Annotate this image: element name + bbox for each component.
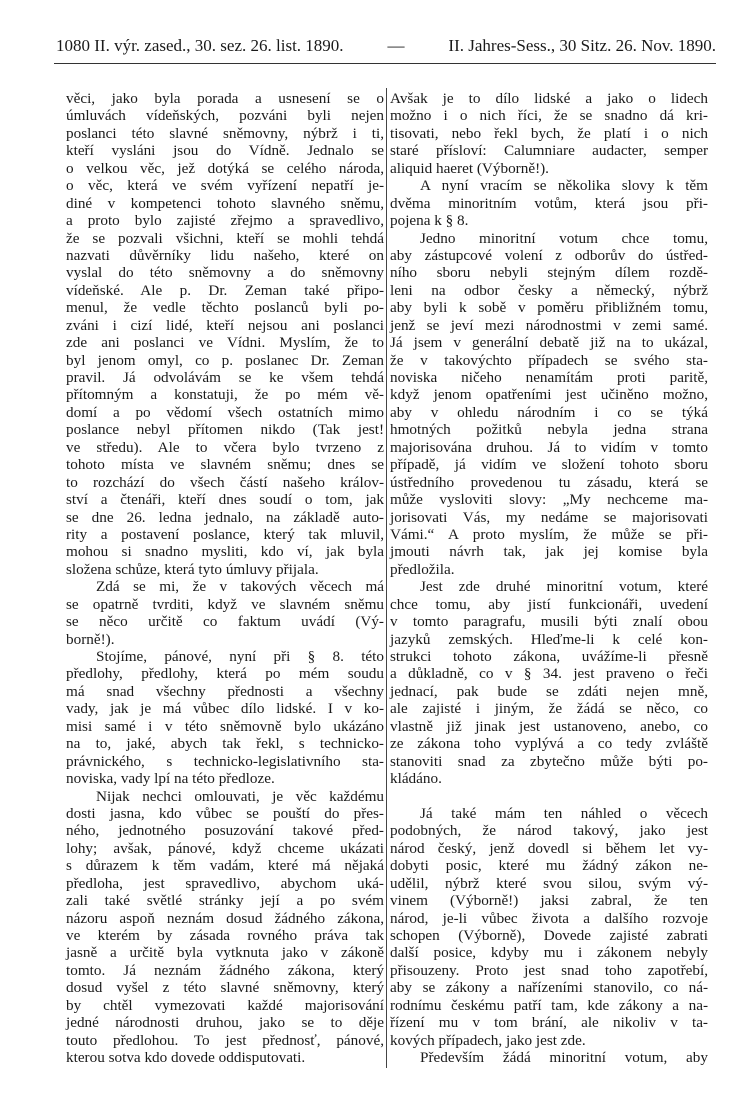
text-line: a důkladně, co v § 34. jest praveno o řeči: [390, 665, 708, 683]
text-line: lohy; avšak, pánové, když chceme ukázati: [66, 839, 384, 857]
text-line: Především žádá minoritní votum, aby: [420, 1049, 708, 1067]
text-line: možno i o nich říci, že se snadno dá kri-: [390, 107, 708, 125]
text-line: kládáno.: [390, 770, 442, 788]
header-rule: [54, 63, 716, 64]
text-line: úmluvách vídeňských, pozváni byli nejen: [66, 107, 384, 125]
text-line: byl jenom omyl, co p. poslanec Dr. Zeman: [66, 351, 384, 369]
text-line: schopen (Výborně), Dovede zajisté zabrati: [390, 927, 708, 944]
text-line: národ, je-li vůbec života a dalšího rozvoje: [390, 909, 708, 927]
text-line: ního sboru nebyli stejným dílem rozdě-: [390, 264, 708, 282]
text-line: podobných, že národ takový, jako jest: [390, 822, 708, 840]
paragraph: [390, 230, 708, 579]
text-line: zde ani poslanci ve Vídni. Myslím, že to: [66, 334, 384, 352]
text-line: misi samé i v této sněmovně bylo ukázáno: [66, 717, 384, 735]
text-line: A nyní vracím se několika slovy k těm: [420, 177, 708, 195]
text-line: případě, já vidím ve složení tohoto sboru: [390, 456, 708, 474]
text-line: Jedno minoritní votum chce tomu,: [420, 229, 708, 247]
text-line: touto předlohou. To jest přednosť, pánové,: [66, 1031, 384, 1049]
column-divider: [386, 88, 387, 1068]
text-line: že v takovýchto případech se svého sta-: [390, 351, 708, 369]
paragraph: [66, 578, 384, 648]
text-line: ústředního provedenou tu zásadu, která se: [390, 473, 708, 491]
text-line: pojena k § 8.: [390, 212, 469, 230]
paragraph: [66, 90, 384, 578]
text-line: ství a čtenáři, kteří dnes soudí o tom, jak: [66, 491, 384, 509]
text-line: dosud vyšel z této slavné sněmovny, který: [66, 979, 384, 997]
right-column: [390, 90, 708, 1067]
text-line: hmotných požitků nebyla jedna strana: [390, 421, 708, 439]
text-line: staré přísloví: Calumniare audacter, semper: [390, 142, 708, 160]
text-line: o velkou věc, jež dotýká se celého národa,: [66, 159, 384, 177]
text-line: Avšak je to dílo lidské a jako o lidech: [390, 90, 708, 107]
text-line: ného, jednotného posuzování takové před-: [66, 822, 384, 840]
text-line: a proto bylo zajisté zřejmo a spravedlivo,: [66, 212, 384, 230]
text-line: noviska ničeho nenamítám proti paritě,: [390, 369, 708, 386]
text-line: předložila.: [390, 560, 455, 578]
text-line: borně!).: [66, 630, 115, 648]
text-line: vídeňské. Ale p. Dr. Zeman také připo-: [66, 281, 384, 299]
text-line: věci, jako byla porada a usnesení se o: [66, 90, 384, 107]
text-line: stanoviti snad za zbytečno může býti po-: [390, 752, 708, 770]
text-line: řízení mu v tom brání, ale nikoliv v ta-: [390, 1014, 708, 1032]
text-line: by chtěl vymezovati každé majorisování: [66, 996, 384, 1014]
text-line: jmouti návrh tak, jak jej komise byla: [390, 543, 708, 561]
text-line: aby zástupcové volení z odborův do ústřed-: [390, 246, 708, 264]
text-line: pravil. Já odvolávám se ke všem tehdá: [66, 369, 384, 386]
text-line: strukci tohoto zákona, uvážíme-li přesně: [390, 648, 708, 665]
text-line: vinem (Výborně!) jaksi zabral, že ten: [390, 892, 708, 910]
text-line: národ český, jenž dovedl si během let vy-: [390, 839, 708, 857]
text-line: poslanci této slavné sněmovny, nýbrž i ti,: [66, 124, 384, 142]
text-line: zali také světlé stránky její a po svém: [66, 892, 384, 910]
paragraph: [390, 805, 708, 1049]
paragraph: [390, 1049, 708, 1066]
text-line: dosti jasna, kdo vůbec se pouští do přes-: [66, 804, 384, 822]
text-line: vlastně již jinak jest ustanoveno, anebo, co: [390, 717, 708, 735]
text-line: udělil, nýbrž které svou silou, svým vý-: [390, 874, 708, 892]
left-column: [66, 90, 384, 1067]
text-line: nazvati důvěrníky lidu našeho, které on: [66, 246, 384, 264]
text-line: názoru aspoň neznám dosud žádného zákona,: [66, 909, 384, 927]
text-line: Stojíme, pánové, nyní při § 8. této: [96, 648, 384, 665]
text-line: má snad všechny přednosti a všechny: [66, 682, 384, 700]
text-line: mohou si snadno mysliti, kdo ví, jak byla: [66, 543, 384, 561]
text-line: poslance nebyl přítomen nikdo (Tak jest!: [66, 421, 384, 439]
text-line: vady, jak je má vůbec dílo lidské. I v ko-: [66, 700, 384, 718]
text-line: leni na odbor česky a německý, nýbrž: [390, 281, 708, 299]
text-line: menul, že vedle těchto poslanců byli po-: [66, 299, 384, 317]
text-line: ve středu). Ale to včera bylo tvrzeno z: [66, 438, 384, 456]
text-line: rodnímu českému patří tam, kde zákony a na-: [390, 996, 708, 1014]
text-line: domí a po vědomí všech ostatních mimo: [66, 403, 384, 421]
text-line: Vámi.“ A proto myslím, že může se při-: [390, 525, 708, 543]
text-line: právnického, s technicko-legislativního sta-: [66, 752, 384, 770]
text-line: aby se zákony a nařízeními stanovilo, co ná-: [390, 979, 708, 997]
text-line: jasně a určitě byla vytknuta jako v zákoně: [66, 944, 384, 962]
text-line: kových případech, jako jest zde.: [390, 1031, 586, 1049]
text-line: dobyti posic, které mu žádný zákon ne-: [390, 857, 708, 875]
text-line: aliquid haeret (Výborně!).: [390, 159, 549, 177]
text-line: přisouzeny. Proto jest snad toho zapotřebí,: [390, 961, 708, 979]
text-line: složena schůze, která tyto úmluvy přijala.: [66, 560, 319, 578]
text-line: dvěma minoritním votům, která jsou při-: [390, 194, 708, 212]
text-line: ale zajisté i jiným, že žádá se něco, co: [390, 700, 708, 718]
text-line: další posice, kdyby mu i zákonem nebyly: [390, 944, 708, 962]
text-line: jenž se jeví mezi národnostmi v zemi samé.: [390, 316, 708, 334]
text-line: kterou sotva kdo dovede oddisputovati.: [66, 1049, 306, 1067]
text-line: tisovati, nebo řekl bych, že platí i o nich: [390, 124, 708, 142]
text-line: předlohy, předlohy, která po mém soudu: [66, 665, 384, 683]
text-line: jorisovati Vás, my nedáme se majorisovati: [390, 508, 708, 526]
header-czech: 1080 II. výr. zased., 30. sez. 26. list. 1890.: [56, 36, 344, 55]
text-line: se něco určitě co faktum uvádí (Vý-: [66, 613, 384, 631]
text-line: rity a postavení poslance, který tak mluvil,: [66, 525, 384, 543]
header-german: II. Jahres-Sess., 30 Sitz. 26. Nov. 1890.: [448, 36, 716, 55]
text-line: s důrazem k těm vadám, které má nějaká: [66, 857, 384, 875]
text-line: Jest zde druhé minoritní votum, které: [420, 578, 708, 596]
text-line: jazyků zemských. Hleďme-li k celé kon-: [390, 630, 708, 648]
text-line: ve kterém by zásada rovného práva tak: [66, 927, 384, 944]
text-line: na to, jaké, abych tak řekl, s technicko-: [66, 735, 384, 753]
paragraph: [390, 578, 708, 787]
text-line: jedné národnosti druhou, jako se to děje: [66, 1014, 384, 1032]
paragraph: [66, 788, 384, 1067]
text-line: Já také mám ten náhled o věcech: [420, 804, 708, 822]
text-line: zváni i cizí lidé, kteří nejsou ani poslanci: [66, 316, 384, 334]
text-line: to rozchází do všech částí našeho králov-: [66, 473, 384, 491]
text-line: může vysloviti slovy: „My nechceme ma-: [390, 491, 708, 509]
paragraph: [390, 177, 708, 229]
text-line: ze zákona toho vyplývá a co tedy zvláště: [390, 735, 708, 753]
text-line: vyslal do této sněmovny a do sněmovny: [66, 264, 384, 282]
text-line: diné v kompetenci tohoto slavného sněmu,: [66, 194, 384, 212]
page-header: [56, 36, 716, 56]
text-line: v tomto paragrafu, musili býti znalí obou: [390, 613, 708, 631]
text-line: o věc, která ve svém vyřízení nepatří je-: [66, 177, 384, 195]
paragraph: [390, 90, 708, 177]
text-line: když jenom opatřeními jest učiněno možno,: [390, 386, 708, 404]
text-line: jednací, pak bude se zdáti nejen mně,: [390, 682, 708, 700]
text-line: chce tomu, aby jistí funkcionáři, uvedení: [390, 595, 708, 613]
text-line: předloha, jest spravedlivo, abychom uká-: [66, 874, 384, 892]
text-line: se dne 26. ledna jednalo, na základě auto-: [66, 508, 384, 526]
text-line: aby byli k sobě v poměru přibližném tomu,: [390, 299, 708, 317]
text-line: přítomným a konstatuji, že po mém vě-: [66, 386, 384, 404]
text-line: tohoto místa ve slavném sněmu; dnes se: [66, 456, 384, 474]
text-line: aby v ohledu národním i co se týká: [390, 403, 708, 421]
text-line: noviska, vady lpí na této předloze.: [66, 770, 275, 788]
header-dash: —: [387, 36, 405, 55]
paragraph-gap: [390, 788, 708, 805]
text-line: se opatrně tvrditi, když ve slavném sněmu: [66, 595, 384, 613]
text-line: tomto. Já neznám žádného zákona, který: [66, 961, 384, 979]
text-line: Já jsem v generální debatě již na to ukázal,: [390, 334, 708, 352]
paragraph: [66, 648, 384, 788]
text-line: majorisována druhou. Já to vidím v tomto: [390, 438, 708, 456]
text-line: že se pozvali všichni, kteří se mohli tehdá: [66, 229, 384, 247]
text-line: kteří vysláni jsou do Vídně. Jednalo se: [66, 142, 384, 160]
text-line: Zdá se mi, že v takových věcech má: [96, 578, 384, 596]
text-line: Nijak nechci omlouvati, je věc každému: [96, 787, 384, 805]
